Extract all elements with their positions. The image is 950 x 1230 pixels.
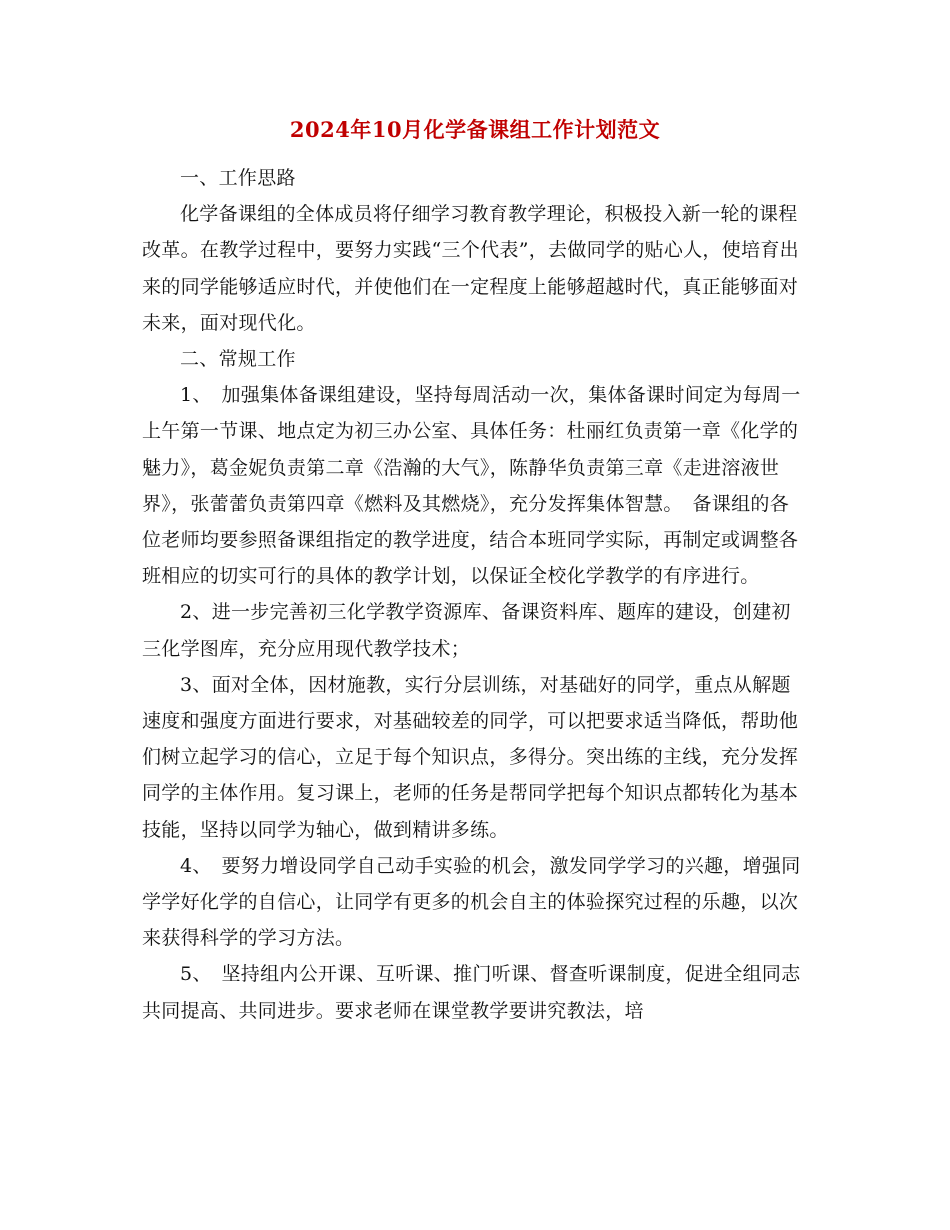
paragraph: 4、 要努力增设同学自己动手实验的机会，激发同学学习的兴趣，增强同学学好化学的自信心，让同学有更多的机会自主的体验探究过程的乐趣，以次来获得科学的学习方法。: [142, 854, 801, 950]
paragraph: 5、 坚持组内公开课、互听课、推门听课、督查听课制度，促进全组同志共同提高、共同进步。要求老师在课堂教学要讲究教法，培: [142, 963, 801, 1022]
document-title: 2024年10月化学备课组工作计划范文: [289, 117, 661, 142]
paragraph: 3、面对全体，因材施教，实行分层训练，对基础好的同学，重点从解题速度和强度方面进行要求，对基础较差的同学，可以把要求适当降低，帮助他们树立起学习的信心，立足于每个知识点，多得分。突出练的主线，充分发挥同学的主体作用。复习课上，老师的任务是帮同学把每个知识点都转化为基本技能，坚持以同学为轴心，做到精讲多练。: [142, 673, 799, 841]
paragraph: 1、 加强集体备课组建设，坚持每周活动一次，集体备课时间定为每周一上午第一节课、地点定为初三办公室、具体任务：杜丽红负责第一章《化学的魅力》，葛金妮负责第二章《浩瀚的大气》，陈静华负责第三章《走进溶液世界》，张蕾蕾负责第四章《燃料及其燃烧》，充分发挥集体智慧。 备课组的各位老师均要参照备课组指定的教学进度，结合本班同学实际，再制定或调整各班相应的切实可行的具体的教学计划，以保证全校化学教学的有序进行。: [142, 384, 801, 588]
document-body: [142, 160, 807, 1029]
section-heading: 二、常规工作: [180, 348, 296, 371]
paragraph: 化学备课组的全体成员将仔细学习教育教学理论，积极投入新一轮的课程改革。在教学过程中，要努力实践“三个代表”，去做同学的贴心人，使培育出来的同学能够适应时代，并使他们在一定程度上能够超越时代，真正能够面对未来，面对现代化。: [142, 203, 799, 334]
section-heading: 一、工作思路: [180, 167, 296, 189]
paragraph: 2、进一步完善初三化学教学资源库、备课资料库、题库的建设，创建初三化学图库，充分应用现代教学技术；: [142, 601, 791, 660]
